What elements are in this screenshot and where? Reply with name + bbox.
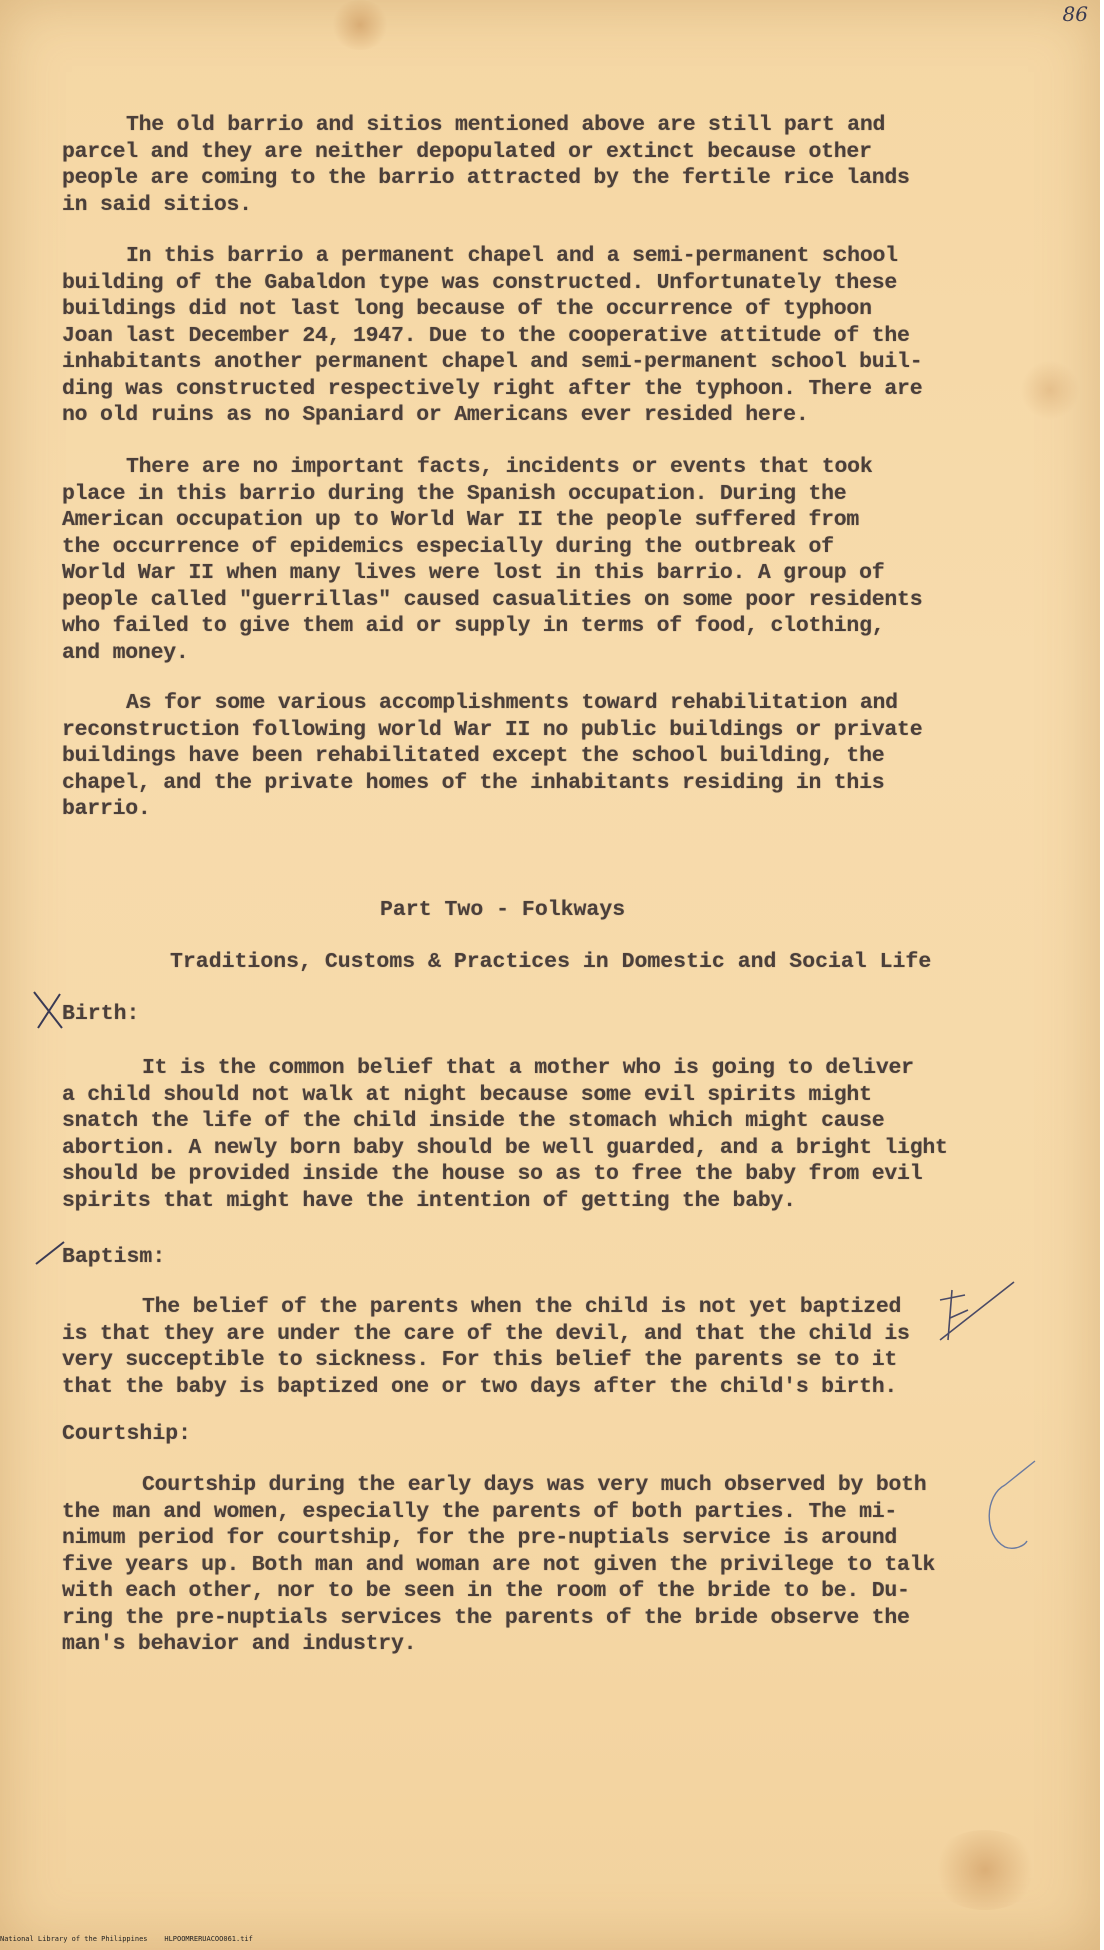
text-line: As for some various accomplishments toward rehabilitation and	[126, 691, 898, 715]
text-line: World War II when many lives were lost in this barrio. A group of	[62, 561, 885, 585]
text-line: very succeptible to sickness. For this belief the parents se to it	[62, 1348, 898, 1372]
paragraph-1	[62, 112, 910, 218]
text-line: There are no important facts, incidents or events that took	[126, 455, 873, 479]
text-line: Joan last December 24, 1947. Due to the cooperative attitude of the	[62, 323, 910, 348]
courtship-paragraph	[62, 1472, 935, 1658]
text-line: five years up. Both man and woman are not given the privilege to talk	[62, 1552, 935, 1577]
text-line: man's behavior and industry.	[62, 1632, 417, 1656]
paragraph-4	[62, 690, 922, 823]
paper-stain	[930, 1830, 1040, 1910]
text-line: abortion. A newly born baby should be well guarded, and a bright light	[62, 1135, 948, 1160]
text-line: the man and women, especially the parents of both parties. The mi-	[62, 1499, 898, 1524]
text-line: nimum period for courtship, for the pre-nuptials service is around	[62, 1526, 898, 1550]
text-line: the occurrence of epidemics especially during the outbreak of	[62, 534, 834, 559]
text-line: parcel and they are neither depopulated or extinct because other	[62, 139, 872, 164]
check-mark-icon	[30, 988, 66, 1032]
text-line: snatch the life of the child inside the stomach which might cause	[62, 1109, 885, 1133]
text-line: people called "guerrillas" caused casualities on some poor residents	[62, 587, 923, 612]
text-line: that the baby is baptized one or two days after the child's birth.	[62, 1374, 898, 1399]
birth-heading: Birth:	[62, 1002, 140, 1026]
text-line: In this barrio a permanent chapel and a semi-permanent school	[126, 244, 898, 268]
text-line: who failed to give them aid or supply in terms of food, clothing,	[62, 614, 885, 638]
text-line: buildings did not last long because of the occurrence of typhoon	[62, 297, 872, 321]
paragraph-2	[62, 243, 922, 429]
footer-caption: National Library of the Philippines HLPOOMRERUACOO061.tif	[0, 1935, 253, 1943]
baptism-heading: Baptism:	[62, 1245, 166, 1269]
text-line: The belief of the parents when the child is not yet baptized	[142, 1295, 902, 1319]
paragraph-3	[62, 454, 922, 666]
text-line: barrio.	[62, 797, 151, 821]
text-line: Courtship during the early days was very much observed by both	[142, 1473, 927, 1497]
text-line: people are coming to the barrio attracted by the fertile rice lands	[62, 166, 910, 190]
page-number: 86	[1062, 2, 1088, 26]
text-line: spirits that might have the intention of getting the baby.	[62, 1188, 796, 1213]
text-line: It is the common belief that a mother who is going to deliver	[142, 1056, 914, 1080]
courtship-heading: Courtship:	[62, 1422, 192, 1446]
text-line: reconstruction following world War II no public buildings or private	[62, 717, 923, 742]
text-line: ring the pre-nuptials services the parents of the bride observe the	[62, 1605, 910, 1630]
text-line: buildings have been rehabilitated except the school building, the	[62, 744, 885, 768]
text-line: The old barrio and sitios mentioned above are still part and	[126, 113, 886, 137]
text-line: chapel, and the private homes of the inhabitants residing in this	[62, 770, 885, 795]
text-line: and money.	[62, 640, 189, 665]
text-line: a child should not walk at night because some evil spirits might	[62, 1082, 872, 1107]
text-line: no old ruins as no Spaniard or Americans ever resided here.	[62, 403, 809, 427]
paper-stain	[330, 0, 390, 50]
birth-paragraph	[62, 1055, 948, 1214]
margin-annotation-icon	[975, 1455, 1045, 1555]
text-line: ding was constructed respectively right after the typhoon. There are	[62, 376, 923, 401]
margin-annotation-icon	[930, 1270, 1020, 1360]
baptism-paragraph	[62, 1294, 910, 1400]
text-line: place in this barrio during the Spanish occupation. During the	[62, 481, 847, 506]
text-line: should be provided inside the house so as to free the baby from evil	[62, 1162, 923, 1186]
text-line: in said sitios.	[62, 192, 252, 217]
text-line: American occupation up to World War II the people suffered from	[62, 508, 860, 532]
text-line: building of the Gabaldon type was constructed. Unfortunately these	[62, 270, 898, 295]
text-line: with each other, nor to be seen in the room of the bride to be. Du-	[62, 1579, 910, 1603]
part-subtitle: Traditions, Customs & Practices in Domestic and Social Life	[170, 950, 932, 974]
text-line: inhabitants another permanent chapel and semi-permanent school buil-	[62, 350, 923, 374]
part-title: Part Two - Folkways	[380, 898, 626, 922]
paper-stain	[1020, 360, 1080, 420]
text-line: is that they are under the care of the devil, and that the child is	[62, 1321, 910, 1346]
